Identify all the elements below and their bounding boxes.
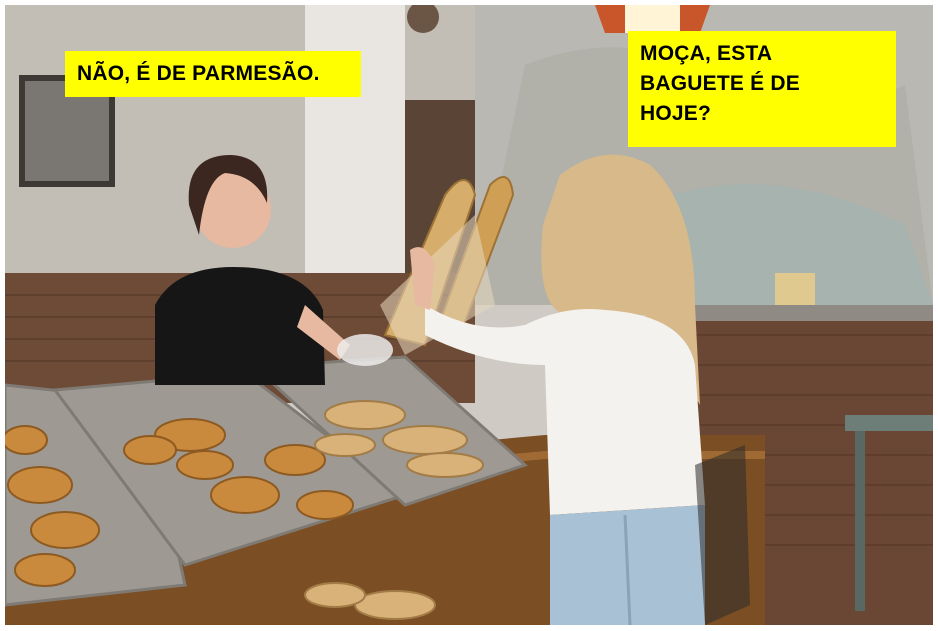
caption-left: NÃO, É DE PARMESÃO. xyxy=(65,51,361,97)
caption-right: MOÇA, ESTA BAGUETE É DE HOJE? xyxy=(628,31,896,147)
photo-frame xyxy=(5,5,933,625)
